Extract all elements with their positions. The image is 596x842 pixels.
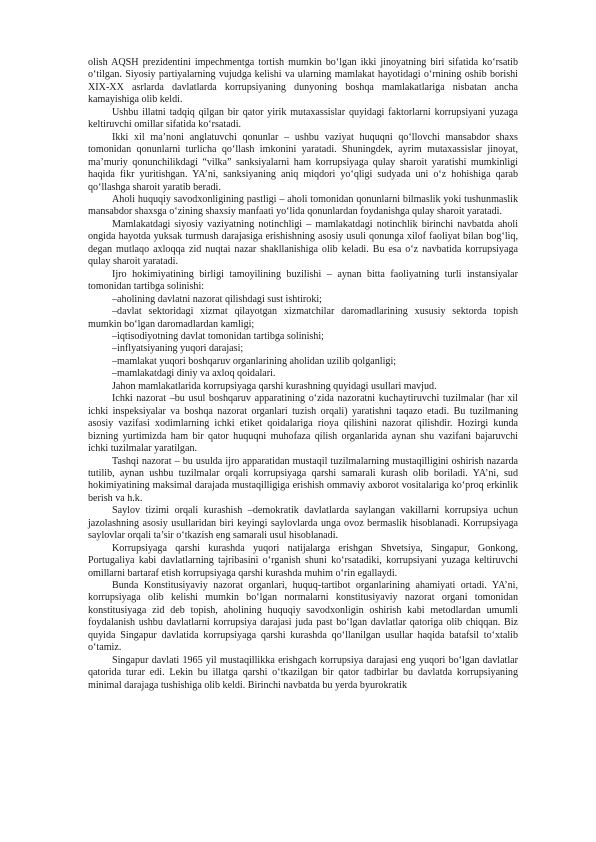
body-paragraph: Singapur davlati 1965 yil mustaqillikka erishgach korrupsiya darajasi eng yuqori bo‘lgan davlatlar qatorida turar edi. Lekin bu illatga qarshi o‘tkazilgan bir qator tadbirlar bu davlatda korrupsiyaning minimal darajaga tushishiga olib keldi. Birinchi navbatda bu yerda byurokratik: [88, 654, 518, 691]
body-paragraph: Ushbu illatni tadqiq qilgan bir qator yirik mutaxassislar quyidagi faktorlarni korrupsiyani yuzaga keltiruvchi omillar sifatida ko‘rsatadi.: [88, 106, 518, 131]
body-paragraph: Ichki nazorat –bu usul boshqaruv apparatining o‘zida nazoratni kuchaytiruvchi tuzilmalar (har xil ichki inspeksiyalar va boshqa nazorat organlari tuzish orqali) yaratishni taqazo etadi. Bu tuzilmaning asosiy vazifasi xodimlarning ichki etiket qoidalariga rioya qilishini nazorat qilishdir. Hozirgi kunda bizning yurtimizda ham bir qator huquqni muhofaza qilish organlarida aynan shu vazifani bajaruvchi ichki tuzilmalar yaratilgan.: [88, 393, 518, 455]
body-paragraph: Ijro hokimiyatining birligi tamoyilining buzilishi – aynan bitta faoliyatning turli instansiyalar tomonidan tartibga solinishi:: [88, 268, 518, 293]
list-item: –aholining davlatni nazorat qilishdagi sust ishtiroki;: [112, 293, 322, 305]
list-item: –mamlakat yuqori boshqaruv organlarining aholidan uzilib qolganligi;: [112, 355, 397, 367]
document-page: [88, 57, 518, 692]
list-item: –inflyatsiyaning yuqori darajasi;: [112, 343, 244, 355]
list-item: –mamlakatdagi diniy va axloq qoidalari.: [112, 368, 276, 380]
body-paragraph: Korrupsiyaga qarshi kurashda yuqori natijalarga erishgan Shvetsiya, Singapur, Gonkong, Portugaliya kabi davlatlarning tajribasini o‘rganish shuni ko‘rsatadiki, korrupsiyani yuzaga keltiruvchi omillarni bartaraf etish korrupsiyaga qarshi kurashda muhim o‘rin egallaydi.: [88, 542, 518, 579]
body-paragraph: Aholi huquqiy savodxonligining pastligi – aholi tomonidan qonunlarni bilmaslik yoki tushunmaslik mansabdor shaxsga o‘zining shaxsiy manfaati yo‘lida qonunlardan foydanishga qulay sharoit yaratadi.: [88, 193, 518, 218]
body-paragraph: Jahon mamlakatlarida korrupsiyaga qarshi kurashning quyidagi usullari mavjud.: [112, 380, 437, 392]
body-paragraph: Ikki xil ma’noni anglatuvchi qonunlar – ushbu vaziyat huquqni qo‘llovchi mansabdor shaxs tomonidan qonunlarni turlicha qo‘llash imkonini yaratadi. Shuningdek, ayrim mutaxassislar jinoyat, ma’muriy qonunchilikdagi “vilka” sanksiyalarni ham korrupsiyaga qulay sharoit yaratishi mumkinligi haqida fikr yuritishgan. YA’ni, sanksiyaning aniq miqdori yo‘qligi sudyada uni o‘z hohishiga qarab qo‘llashga sharoit yaratib beradi.: [88, 131, 518, 193]
body-paragraph: Mamlakatdagi siyosiy vaziyatning notinchligi – mamlakatdagi notinchlik birinchi navbatda aholi ongida hayotda yuksak turmush darajasiga erishishning asosiy usuli qonunga xilof faoliyat bilan bog‘liq, degan mutlaqo axloqqa zid nuqtai nazar shakllanishiga olib keladi. Bu esa o‘z navbatida korrupsiyaga qulay sharoit yaratadi.: [88, 218, 518, 268]
body-paragraph: Bunda Konstitusiyaviy nazorat organlari, huquq-tartibot organlarining ahamiyati ortadi. YA’ni, korrupsiyaga olib kelishi mumkin bo‘lgan normalarni konstitusiyaviy nazorat organi tomonidan konstitusiyaga zid deb topish, aholining huquqiy savodxonligin oshirish kabi metodlardan umumli foydalanish ushbu davlatlarni korrupsiya darajasi juda past bo‘lgan davlatlar qatoriga olib chiqqan. Biz quyida Singapur davlatida korrupsiyaga qarshi kurashda qo‘llanilgan usullar haqida batafsil to‘xtalib o‘tamiz.: [88, 580, 518, 654]
list-item: –iqtisodiyotning davlat tomonidan tartibga solinishi;: [112, 330, 324, 342]
body-paragraph: Tashqi nazorat – bu usulda ijro apparatidan mustaqil tuzilmalarning mustaqilligini oshirish nazarda tutilib, aynan ushbu tuzilmalar orqali korrupsiyaga qarshi samarali kurash olib boriladi. YA’ni, sud hokimiyatining maksimal darajada mustaqilligiga erishish ommaviy axborot vositalariga ko‘proq erkinlik berish va h.k.: [88, 455, 518, 504]
list-item: –davlat sektoridagi xizmat qilayotgan xizmatchilar daromadlarining xususiy sektorda topish mumkin bo‘lgan daromadlardan kamligi;: [88, 306, 518, 330]
body-paragraph: olish AQSH prezidentini impechmentga tortish mumkin bo‘lgan ikki jinoyatning biri sifatida ko‘rsatib o‘tilgan. Siyosiy partiyalarning vujudga kelishi va ularning mamlakat hayotidagi o‘rnining oshib borishi XIX-XX asrlarda davlatlarda korrupsiyaning dunyoning boshqa mamlakatlariga nisbatan ancha kamayishiga olib keldi.: [88, 57, 518, 106]
body-paragraph: Saylov tizimi orqali kurashish –demokratik davlatlarda saylangan vakillarni korrupsiya uchun jazolashning asosiy usullaridan biri keyingi saylovlarda unga ovoz bermaslik hisoblanadi. Korrupsiyaga saylovlar orqali ta’sir o‘tkazish eng samarali usul hisoblanadi.: [88, 505, 518, 542]
